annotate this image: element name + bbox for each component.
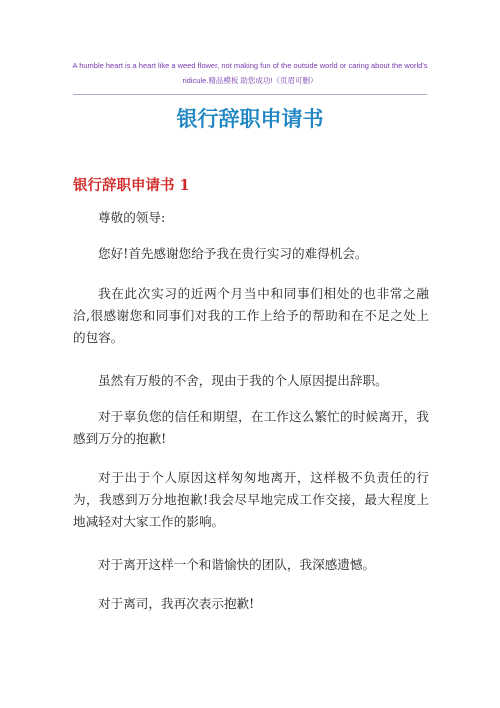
paragraph-closing: 对于离司，我再次表示抱歉! (98, 596, 255, 611)
header-line-2: ridicule.精品模板 助您成功!（页眉可删） (182, 76, 318, 85)
section-heading: 银行辞职申请书 1 (73, 177, 190, 194)
page-header (70, 58, 430, 88)
document-title: 银行辞职申请书 (176, 107, 324, 131)
header-line-1: A humble heart is a heart like a weed flower, not making fun of the outside world or caring about the world's (72, 61, 428, 70)
paragraph-greeting: 您好!首先感谢您给予我在贵行实习的难得机会。 (98, 246, 368, 261)
paragraph-colleagues: 我在此次实习的近两个月当中和同事们相处的也非常之融洽,很感谢您和同事们对我的工作上给予的帮助和在不足之处上的包容。 (73, 286, 429, 345)
paragraph-salutation: 尊敬的领导: (98, 210, 166, 225)
paragraph-reason: 虽然有万般的不舍，现由于我的个人原因提出辞职。 (98, 373, 388, 388)
paragraph-apology-handover: 对于出于个人原因这样匆匆地离开，这样极不负责任的行为，我感到万分地抱歉!我会尽早地完成工作交接，最大程度上地减轻对大家工作的影响。 (73, 470, 429, 529)
paragraph-team: 对于离开这样一个和谐愉快的团队，我深感遗憾。 (98, 557, 376, 572)
header-divider (73, 94, 427, 95)
paragraph-apology-trust: 对于辜负您的信任和期望，在工作这么繁忙的时候离开，我感到万分的抱歉! (73, 409, 429, 446)
